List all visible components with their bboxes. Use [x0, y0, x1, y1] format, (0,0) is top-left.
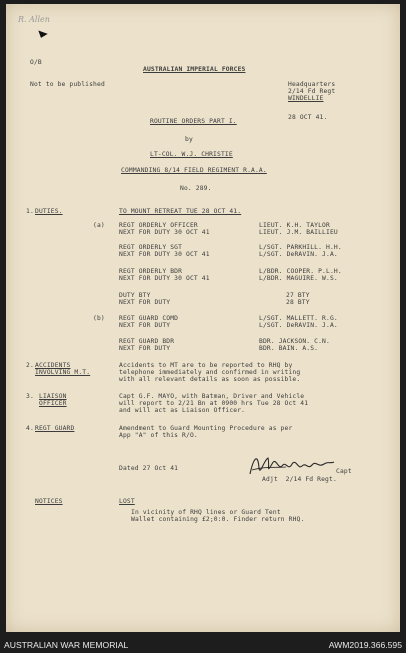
document-page: [6, 4, 400, 632]
duty-next: NEXT FOR DUTY: [119, 322, 171, 329]
guard-text: App "A" of this R/O.: [119, 432, 198, 439]
hq-line2: 2/14 Fd Regt: [288, 88, 336, 95]
liaison-text: Capt G.F. MAYO, with Batman, Driver and Vehicle: [119, 393, 305, 400]
duty-next-assignee: L/BDR. MAGUIRE. W.S.: [259, 275, 338, 282]
duty-assignee: BDR. JACKSON. C.N.: [259, 338, 330, 345]
sign-adjt: Adjt 2/14 Fd Regt.: [262, 476, 337, 483]
duty-role: REGT GUARD BDR: [119, 338, 175, 345]
duty-assignee: L/SGT. PARKHILL. H.H.: [259, 244, 342, 251]
accidents-label: ACCIDENTS: [35, 362, 71, 369]
footer-institution: AUSTRALIAN WAR MEMORIAL: [4, 640, 129, 650]
accidents-text: telephone immediately and confirmed in writing: [119, 369, 301, 376]
duty-next-assignee: LIEUT. J.M. BAILLIEU: [259, 229, 338, 236]
guard-text: Amendment to Guard Mounting Procedure as per: [119, 425, 293, 432]
lost-label: LOST: [119, 498, 135, 505]
notices-label: NOTICES: [35, 498, 63, 505]
liaison-number: 3.: [26, 393, 34, 400]
order-number: No. 289.: [180, 185, 212, 192]
guard-label: REGT GUARD: [35, 425, 75, 432]
file-ref: O/B: [30, 59, 42, 66]
orders-title: ROUTINE ORDERS PART I.: [150, 118, 237, 125]
duty-role: DUTY BTY: [119, 292, 151, 299]
marker-b: (b): [93, 315, 105, 322]
liaison-text: will report to 2/21 Bn at 0900 hrs Tue 28 Oct 41: [119, 400, 309, 407]
accidents-text: Accidents to MT are to be reported to RHQ by: [119, 362, 293, 369]
marker-a: (a): [93, 222, 105, 229]
arrow-mark-icon: [36, 30, 47, 39]
notices-text: In vicinity of RHQ lines or Guard Tent: [131, 509, 281, 516]
commanding-officer: LT-COL. W.J. CHRISTIE: [150, 151, 233, 158]
duty-next: NEXT FOR DUTY 30 OCT 41: [119, 229, 210, 236]
duty-assignee: LIEUT. K.H. TAYLOR: [259, 222, 330, 229]
dated-line: Dated 27 Oct 41: [119, 465, 179, 472]
duty-role: REGT ORDERLY OFFICER: [119, 222, 198, 229]
duties-label: DUTIES.: [35, 208, 63, 215]
duty-assignee: L/BDR. COOPER. P.L.H.: [259, 268, 342, 275]
duties-heading: TO MOUNT RETREAT TUE 28 OCT 41.: [119, 208, 242, 215]
duty-next: NEXT FOR DUTY 30 OCT 41: [119, 251, 210, 258]
archive-footer: [0, 636, 406, 653]
hq-line1: Headquarters: [288, 81, 336, 88]
liaison-text: and will act as Liaison Officer.: [119, 407, 246, 414]
accidents-number: 2.: [26, 362, 34, 369]
not-published-note: Not to be published: [30, 81, 105, 88]
by-line: by: [185, 136, 193, 143]
accidents-label-2: INVOLVING M.T.: [35, 369, 91, 376]
pencil-annotation: R. Allen: [18, 15, 50, 24]
duty-assignee: L/SGT. MALLETT. R.G.: [259, 315, 338, 322]
accidents-text: with all relevant details as soon as possible.: [119, 376, 301, 383]
guard-number: 4.: [26, 425, 34, 432]
liaison-label-2: OFFICER: [39, 400, 67, 407]
duty-next-assignee: L/SGT. DeRAVIN. J.A.: [259, 251, 338, 258]
footer-accession-number: AWM2019.366.595: [328, 640, 402, 650]
hq-line3: WINDELLIE: [288, 95, 324, 102]
duties-number: 1.: [26, 208, 34, 215]
duty-next-assignee: BDR. BAIN. A.S.: [259, 345, 319, 352]
duty-next-assignee: L/SGT. DeRAVIN. J.A.: [259, 322, 338, 329]
sign-capt: Capt: [336, 468, 352, 475]
duty-next: NEXT FOR DUTY: [119, 345, 171, 352]
force-heading: AUSTRALIAN IMPERIAL FORCES: [143, 66, 246, 73]
liaison-label: LIAISON: [39, 393, 67, 400]
duty-assignee: 27 BTY: [286, 292, 310, 299]
duty-role: REGT GUARD COMD: [119, 315, 179, 322]
duty-role: REGT ORDERLY BDR: [119, 268, 183, 275]
duty-next-assignee: 28 BTY: [286, 299, 310, 306]
duty-next: NEXT FOR DUTY 30 OCT 41: [119, 275, 210, 282]
commanding-line: COMMANDING 8/14 FIELD REGIMENT R.A.A.: [121, 167, 267, 174]
duty-next: NEXT FOR DUTY: [119, 299, 171, 306]
order-date: 28 OCT 41.: [288, 114, 328, 121]
duty-role: REGT ORDERLY SGT: [119, 244, 183, 251]
notices-text: Wallet containing £2;0:0. Finder return RHQ.: [131, 516, 305, 523]
